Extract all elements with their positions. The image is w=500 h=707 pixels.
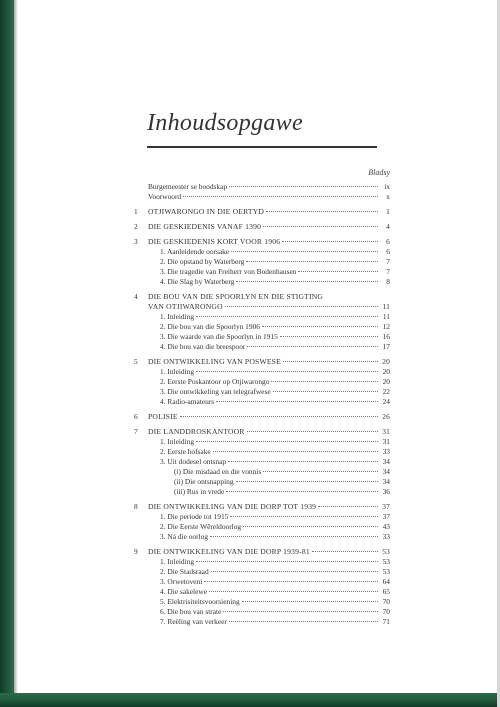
dot-leader	[231, 250, 378, 252]
entry-label: Burgemeester se boodskap	[148, 182, 228, 191]
dot-leader	[196, 560, 378, 562]
entry-label: DIE ONTWIKKELING VAN DIE DORP 1939-81	[148, 547, 310, 556]
dot-leader	[247, 345, 378, 347]
page-number: 17	[382, 342, 390, 351]
toc-chapter-entry[interactable]	[134, 502, 390, 512]
entry-label: POLISIE	[148, 412, 178, 421]
dot-leader	[236, 280, 378, 282]
page-number: 12	[382, 322, 390, 331]
page-number: 11	[382, 302, 390, 311]
page-number: 20	[382, 377, 390, 386]
toc-section-entry[interactable]	[134, 457, 390, 467]
page-number: 65	[382, 587, 390, 596]
book-binding-bottom	[0, 693, 500, 707]
dot-leader	[230, 515, 378, 517]
toc-chapter-entry[interactable]	[134, 427, 390, 437]
dot-leader	[242, 600, 378, 602]
dot-leader	[280, 335, 378, 337]
dot-leader	[243, 525, 378, 527]
entry-label: 1. Aanleidende oorsake	[160, 247, 230, 256]
chapter-number: 3	[134, 237, 138, 246]
page-number: 71	[382, 617, 390, 626]
page-number: 53	[382, 557, 390, 566]
entry-label: OTJIWARONGO IN DIE OERTYD	[148, 207, 265, 216]
toc-section-entry[interactable]	[134, 267, 390, 277]
page-number: 6	[386, 237, 390, 246]
dot-leader	[229, 185, 378, 187]
page-number: 33	[382, 532, 390, 541]
toc-section-entry[interactable]	[134, 387, 390, 397]
toc-chapter-entry[interactable]	[134, 547, 390, 557]
entry-label: 4. Die Slag by Waterberg	[160, 277, 235, 286]
entry-label: 7. Reëling van verkeer	[160, 617, 227, 626]
toc-section-entry[interactable]	[134, 617, 390, 627]
entry-label: 2. Die Eerste Wêreldoorlog	[160, 522, 242, 531]
entry-label: 4. Radio-amateurs	[160, 397, 215, 406]
toc-chapter-entry[interactable]	[134, 222, 390, 232]
entry-label: 3. Die tragedie van Freiherr von Bodenhausen	[160, 267, 297, 276]
dot-leader	[282, 240, 378, 242]
toc-section-entry[interactable]	[134, 597, 390, 607]
dot-leader	[262, 325, 378, 327]
page-number: 7	[386, 267, 390, 276]
dot-leader	[196, 315, 378, 317]
page-number: 6	[386, 247, 390, 256]
page-number: 31	[382, 437, 390, 446]
toc-chapter-entry[interactable]	[134, 237, 390, 247]
entry-label: 4. Die sakelewe	[160, 587, 207, 596]
page-title: Inhoudsopgawe	[147, 110, 303, 136]
entry-label: 4. Die bou van die breespoor	[160, 342, 246, 351]
entry-label: DIE ONTWIKKELING VAN POSWESE	[148, 357, 281, 366]
entry-label: VAN OTJIWARONGO	[148, 302, 223, 311]
toc-front-entry[interactable]	[134, 192, 390, 202]
entry-label: 1. Die periode tot 1915	[160, 512, 229, 521]
dot-leader	[229, 620, 378, 622]
toc-section-entry[interactable]	[134, 512, 390, 522]
dot-leader	[283, 360, 378, 362]
toc-subsection-entry[interactable]	[134, 477, 390, 487]
page-number: 20	[382, 367, 390, 376]
toc-section-entry[interactable]	[134, 397, 390, 407]
entry-label: 5. Elektrisiteitsvoorsiening	[160, 597, 240, 606]
chapter-number: 1	[134, 207, 138, 216]
dot-leader	[273, 390, 378, 392]
entry-label: DIE LANDDROSKANTOOR	[148, 427, 245, 436]
page-number: 53	[382, 547, 390, 556]
entry-label: 3. Orwetoveni	[160, 577, 203, 586]
page-number: 22	[382, 387, 390, 396]
toc-section-entry[interactable]	[134, 607, 390, 617]
dot-leader	[196, 370, 378, 372]
entry-label: DIE ONTWIKKELING VAN DIE DORP TOT 1939	[148, 502, 317, 511]
dot-leader	[263, 225, 378, 227]
toc-section-entry[interactable]	[134, 437, 390, 447]
toc-section-entry[interactable]	[134, 277, 390, 287]
entry-label: 6. Die bou van strate	[160, 607, 222, 616]
entry-label: 3. Die ontwikkeling van telegrafwese	[160, 387, 271, 396]
toc-chapter-entry[interactable]	[134, 207, 390, 217]
page-number: 34	[382, 477, 390, 486]
page-number: x	[386, 192, 390, 201]
toc-section-entry[interactable]	[134, 522, 390, 532]
dot-leader	[223, 610, 378, 612]
entry-label: 2. Die Stadsraad	[160, 567, 209, 576]
dot-leader	[204, 580, 378, 582]
dot-leader	[180, 415, 378, 417]
page-number: 31	[382, 427, 390, 436]
dot-leader	[213, 450, 378, 452]
dot-leader	[266, 210, 378, 212]
page-column-heading: Bladsy	[368, 168, 390, 177]
dot-leader	[209, 590, 378, 592]
toc-chapter-entry[interactable]	[134, 412, 390, 422]
toc-section-entry[interactable]	[134, 247, 390, 257]
dot-leader	[263, 470, 378, 472]
dot-leader	[298, 270, 378, 272]
page-number: 43	[382, 522, 390, 531]
toc-section-entry[interactable]	[134, 322, 390, 332]
page-number: 53	[382, 567, 390, 576]
dot-leader	[183, 195, 378, 197]
entry-label: 1. Inleiding	[160, 367, 195, 376]
chapter-number: 8	[134, 502, 138, 511]
toc-chapter-entry-continued[interactable]	[134, 302, 390, 312]
binding-shadow	[14, 0, 18, 707]
toc-section-entry[interactable]	[134, 367, 390, 377]
book-binding-left	[0, 0, 14, 707]
page-number: 64	[382, 577, 390, 586]
title-underline	[147, 146, 377, 148]
dot-leader	[271, 380, 378, 382]
dot-leader	[247, 430, 378, 432]
toc-section-entry[interactable]	[134, 567, 390, 577]
toc-section-entry[interactable]	[134, 257, 390, 267]
chapter-number: 9	[134, 547, 138, 556]
entry-label: 2. Eerste hofsake	[160, 447, 211, 456]
page-number: 33	[382, 447, 390, 456]
toc-front-entry[interactable]	[134, 182, 390, 192]
entry-label: (iii) Rus in vrede	[174, 487, 225, 496]
chapter-number: 2	[134, 222, 138, 231]
page-number: ix	[384, 182, 390, 191]
chapter-number: 6	[134, 412, 138, 421]
entry-label: (i) Die misdaad en die vonnis	[174, 467, 262, 476]
entry-label: DIE GESKIEDENIS KORT VOOR 1906	[148, 237, 281, 246]
dot-leader	[226, 490, 378, 492]
page-number: 11	[382, 312, 390, 321]
page-number: 1	[386, 207, 390, 216]
page-number: 34	[382, 467, 390, 476]
page-number: 7	[386, 257, 390, 266]
dot-leader	[325, 296, 388, 297]
page-number: 4	[386, 222, 390, 231]
page-number: 8	[386, 277, 390, 286]
toc-subsection-entry[interactable]	[134, 487, 390, 497]
page-number: 37	[382, 502, 390, 511]
entry-label: (ii) Die ontsnapping	[174, 477, 234, 486]
dot-leader	[225, 305, 378, 307]
dot-leader	[246, 260, 378, 262]
chapter-number: 7	[134, 427, 138, 436]
toc-section-entry[interactable]	[134, 332, 390, 342]
toc-section-entry[interactable]	[134, 557, 390, 567]
page-number: 70	[382, 607, 390, 616]
entry-label: 3. Uit dodesel ontsnap	[160, 457, 227, 466]
dot-leader	[211, 570, 378, 572]
table-of-contents	[134, 182, 390, 632]
entry-label: 2. Eerste Poskantoor op Otjiwarongo	[160, 377, 270, 386]
chapter-number: 4	[134, 292, 138, 301]
dot-leader	[216, 400, 378, 402]
page-number: 36	[382, 487, 390, 496]
page-number: 37	[382, 512, 390, 521]
toc-section-entry[interactable]	[134, 377, 390, 387]
dot-leader	[210, 535, 378, 537]
page-number: 24	[382, 397, 390, 406]
dot-leader	[228, 460, 378, 462]
entry-label: DIE GESKIEDENIS VANAF 1390	[148, 222, 262, 231]
toc-chapter-entry[interactable]	[134, 357, 390, 367]
dot-leader	[312, 550, 378, 552]
entry-label: 2. Die opstand by Waterberg	[160, 257, 245, 266]
entry-label: 3. Die waarde van die Spoorlyn in 1915	[160, 332, 278, 341]
page-number: 20	[382, 357, 390, 366]
toc-subsection-entry[interactable]	[134, 467, 390, 477]
dot-leader	[196, 440, 378, 442]
toc-section-entry[interactable]	[134, 532, 390, 542]
page-number: 34	[382, 457, 390, 466]
toc-section-entry[interactable]	[134, 587, 390, 597]
toc-chapter-entry[interactable]	[134, 292, 390, 302]
toc-section-entry[interactable]	[134, 342, 390, 352]
toc-section-entry[interactable]	[134, 312, 390, 322]
page-number: 26	[382, 412, 390, 421]
entry-label: Voorwoord	[148, 192, 182, 201]
entry-label: 1. Inleiding	[160, 312, 195, 321]
entry-label: 3. Ná die oorlog	[160, 532, 209, 541]
entry-label: 1. Inleiding	[160, 557, 195, 566]
entry-label: 2. Die bou van die Spoorlyn 1906	[160, 322, 260, 331]
toc-section-entry[interactable]	[134, 577, 390, 587]
page-number: 70	[382, 597, 390, 606]
toc-section-entry[interactable]	[134, 447, 390, 457]
page-number: 16	[382, 332, 390, 341]
entry-label: 1. Inleiding	[160, 437, 195, 446]
chapter-number: 5	[134, 357, 138, 366]
entry-label: DIE BOU VAN DIE SPOORLYN EN DIE STIGTING	[148, 292, 324, 301]
dot-leader	[318, 505, 378, 507]
dot-leader	[236, 480, 378, 482]
